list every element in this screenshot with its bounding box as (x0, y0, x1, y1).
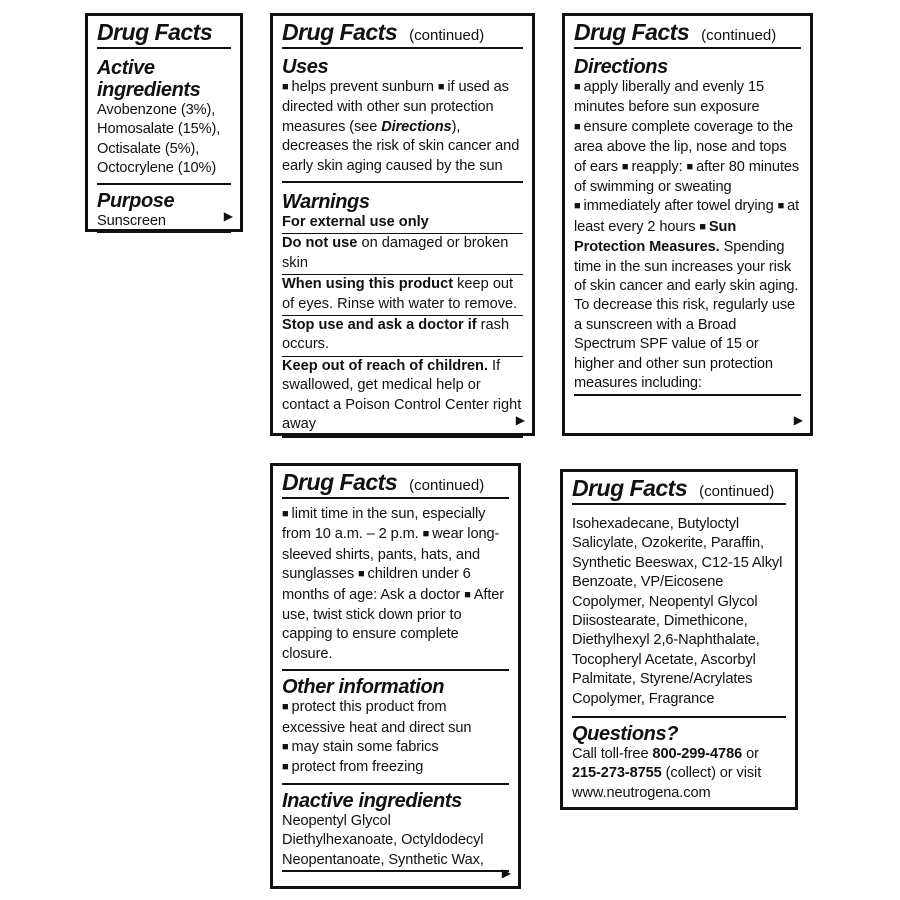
bullet-icon: ■ (282, 761, 289, 774)
bullet-icon: ■ (574, 200, 581, 213)
bullet-icon: ■ (574, 81, 581, 93)
bullet-icon: ■ (777, 200, 785, 213)
uses-heading: Uses (282, 56, 329, 78)
drug-facts-title: Drug Facts (282, 19, 398, 45)
ingredient-item: Octocrylene (10%) (97, 160, 217, 177)
continue-arrow-icon: ▶ (501, 866, 511, 880)
purpose-value: Sunscreen (97, 212, 166, 229)
bullet-icon: ■ (621, 160, 629, 173)
do-not-use-warning: Do not use on damaged or broken skin (282, 234, 523, 275)
phone-toll-free: 800-299-4786 (652, 746, 743, 763)
purpose-heading: Purpose (97, 189, 175, 212)
panel-header (97, 20, 231, 49)
bullet-icon: ■ (437, 81, 445, 93)
bullet-icon: ■ (282, 741, 289, 754)
stop-use-warning: Stop use and ask a doctor if rash occurs. (282, 316, 523, 357)
directions-text: ■ apply liberally and evenly 15 minutes before sun exposure ■ ensure complete coverage to the area above the lip, nose and tops of ears ■ reapply: ■ after 80 minutes of swimming or sweating ■ immediately after towel drying ■ at least every 2 hours ■ Sun Protection Measures. Spending time in the sun increases your risk of skin cancer and early skin aging. To decrease this risk, regularly use a sunscreen with a Broad Spectrum SPF value of 15 or higher and other sun protection measures including: (574, 79, 800, 392)
continued-label: (continued) (409, 27, 485, 44)
bullet-icon: ■ (699, 220, 706, 233)
continued-label: (continued) (699, 483, 775, 500)
panel-header (574, 20, 801, 49)
questions-heading: Questions? (572, 723, 679, 746)
uses-text: ■ helps prevent sunburn ■ if used as directed with other sun protection measures (see Directions), decreases the risk of skin cancer and early skin aging caused by the sun (282, 79, 520, 174)
questions-section (572, 723, 786, 803)
inactive-ingredients-continued-section (572, 507, 786, 718)
bullet-icon: ■ (282, 701, 289, 714)
bullet-icon: ■ (464, 588, 471, 601)
drug-facts-title: Drug Facts (574, 19, 690, 45)
ingredient-item: Octisalate (5%), (97, 140, 200, 157)
panel-active-ingredients (85, 13, 243, 232)
directions-continued-text: ■ limit time in the sun, especially from 10 a.m. – 2 p.m. ■ wear long-sleeved shirts, pants, hats, and sunglasses ■ children under 6 months of age: Ask a doctor ■ After use, twist stick down prior to capping to ensure complete closure. (282, 506, 505, 662)
warnings-heading: Warnings (282, 191, 370, 214)
continue-arrow-icon: ▶ (515, 413, 525, 427)
ingredient-item: Homosalate (15%), (97, 121, 221, 138)
bullet-icon: ■ (574, 120, 581, 133)
directions-reference: Directions (381, 118, 452, 135)
panel-inactive-questions (560, 469, 798, 810)
website-link[interactable]: www.neutrogena.com (572, 784, 711, 801)
active-ingredients-heading: Active ingredients (97, 57, 201, 101)
inactive-ingredients-text: Neopentyl Glycol Diethylhexanoate, Octyldodecyl Neopentanoate, Synthetic Wax, (282, 812, 484, 868)
drug-facts-title: Drug Facts (97, 19, 213, 45)
inactive-ingredients-heading: Inactive ingredients (282, 789, 462, 812)
panel-uses-warnings (270, 13, 535, 436)
other-information-section (282, 676, 509, 785)
panel-directions (562, 13, 813, 436)
panel-header (282, 470, 509, 499)
bullet-icon: ■ (282, 508, 289, 520)
purpose-section (97, 190, 231, 233)
phone-collect: 215-273-8755 (572, 765, 662, 782)
other-information-text: ■ protect this product from excessive heat and direct sun ■ may stain some fabrics ■ protect from freezing (282, 699, 472, 776)
directions-heading: Directions (574, 56, 668, 78)
panel-directions-continued (270, 463, 521, 889)
questions-text: Call toll-free 800-299-4786 or 215-273-8755 (collect) or visit www.neutrogena.com (572, 746, 762, 801)
panel-header (282, 20, 523, 49)
continued-label: (continued) (701, 27, 777, 44)
other-information-heading: Other information (282, 676, 445, 699)
external-use-warning: For external use only (282, 213, 523, 234)
active-ingredients-section (97, 57, 231, 185)
inactive-ingredients-section (282, 790, 509, 872)
drug-facts-title: Drug Facts (572, 475, 688, 501)
directions-section (574, 56, 801, 396)
uses-section (282, 56, 523, 183)
keep-out-of-reach-warning: Keep out of reach of children. If swallowed, get medical help or contact a Poison Control Center right away (282, 357, 522, 433)
bullet-icon: ■ (422, 528, 430, 541)
drug-facts-title: Drug Facts (282, 469, 398, 495)
continue-arrow-icon: ▶ (793, 413, 803, 427)
continue-arrow-icon: ▶ (223, 209, 233, 223)
inactive-ingredients-continued-text: Isohexadecane, Butyloctyl Salicylate, Ozokerite, Paraffin, Synthetic Beeswax, C12-15 Alkyl Benzoate, VP/Eicosene Copolymer, Neopentyl Glycol Diisostearate, Dimethicone, Diethylhexyl 2,6-Naphthalate, Tocopheryl Acetate, Ascorbyl Palmitate, Styrene/Acrylates Copolymer, Fragrance (572, 516, 783, 707)
when-using-warning: When using this product keep out of eyes. Rinse with water to remove. (282, 275, 523, 316)
directions-continued-section (282, 501, 509, 671)
bullet-icon: ■ (686, 160, 694, 173)
warnings-section (282, 191, 523, 437)
panel-header (572, 476, 786, 505)
ingredient-item: Avobenzone (3%), (97, 102, 216, 118)
bullet-icon: ■ (357, 568, 365, 581)
continued-label: (continued) (409, 477, 485, 494)
bullet-icon: ■ (282, 81, 289, 93)
